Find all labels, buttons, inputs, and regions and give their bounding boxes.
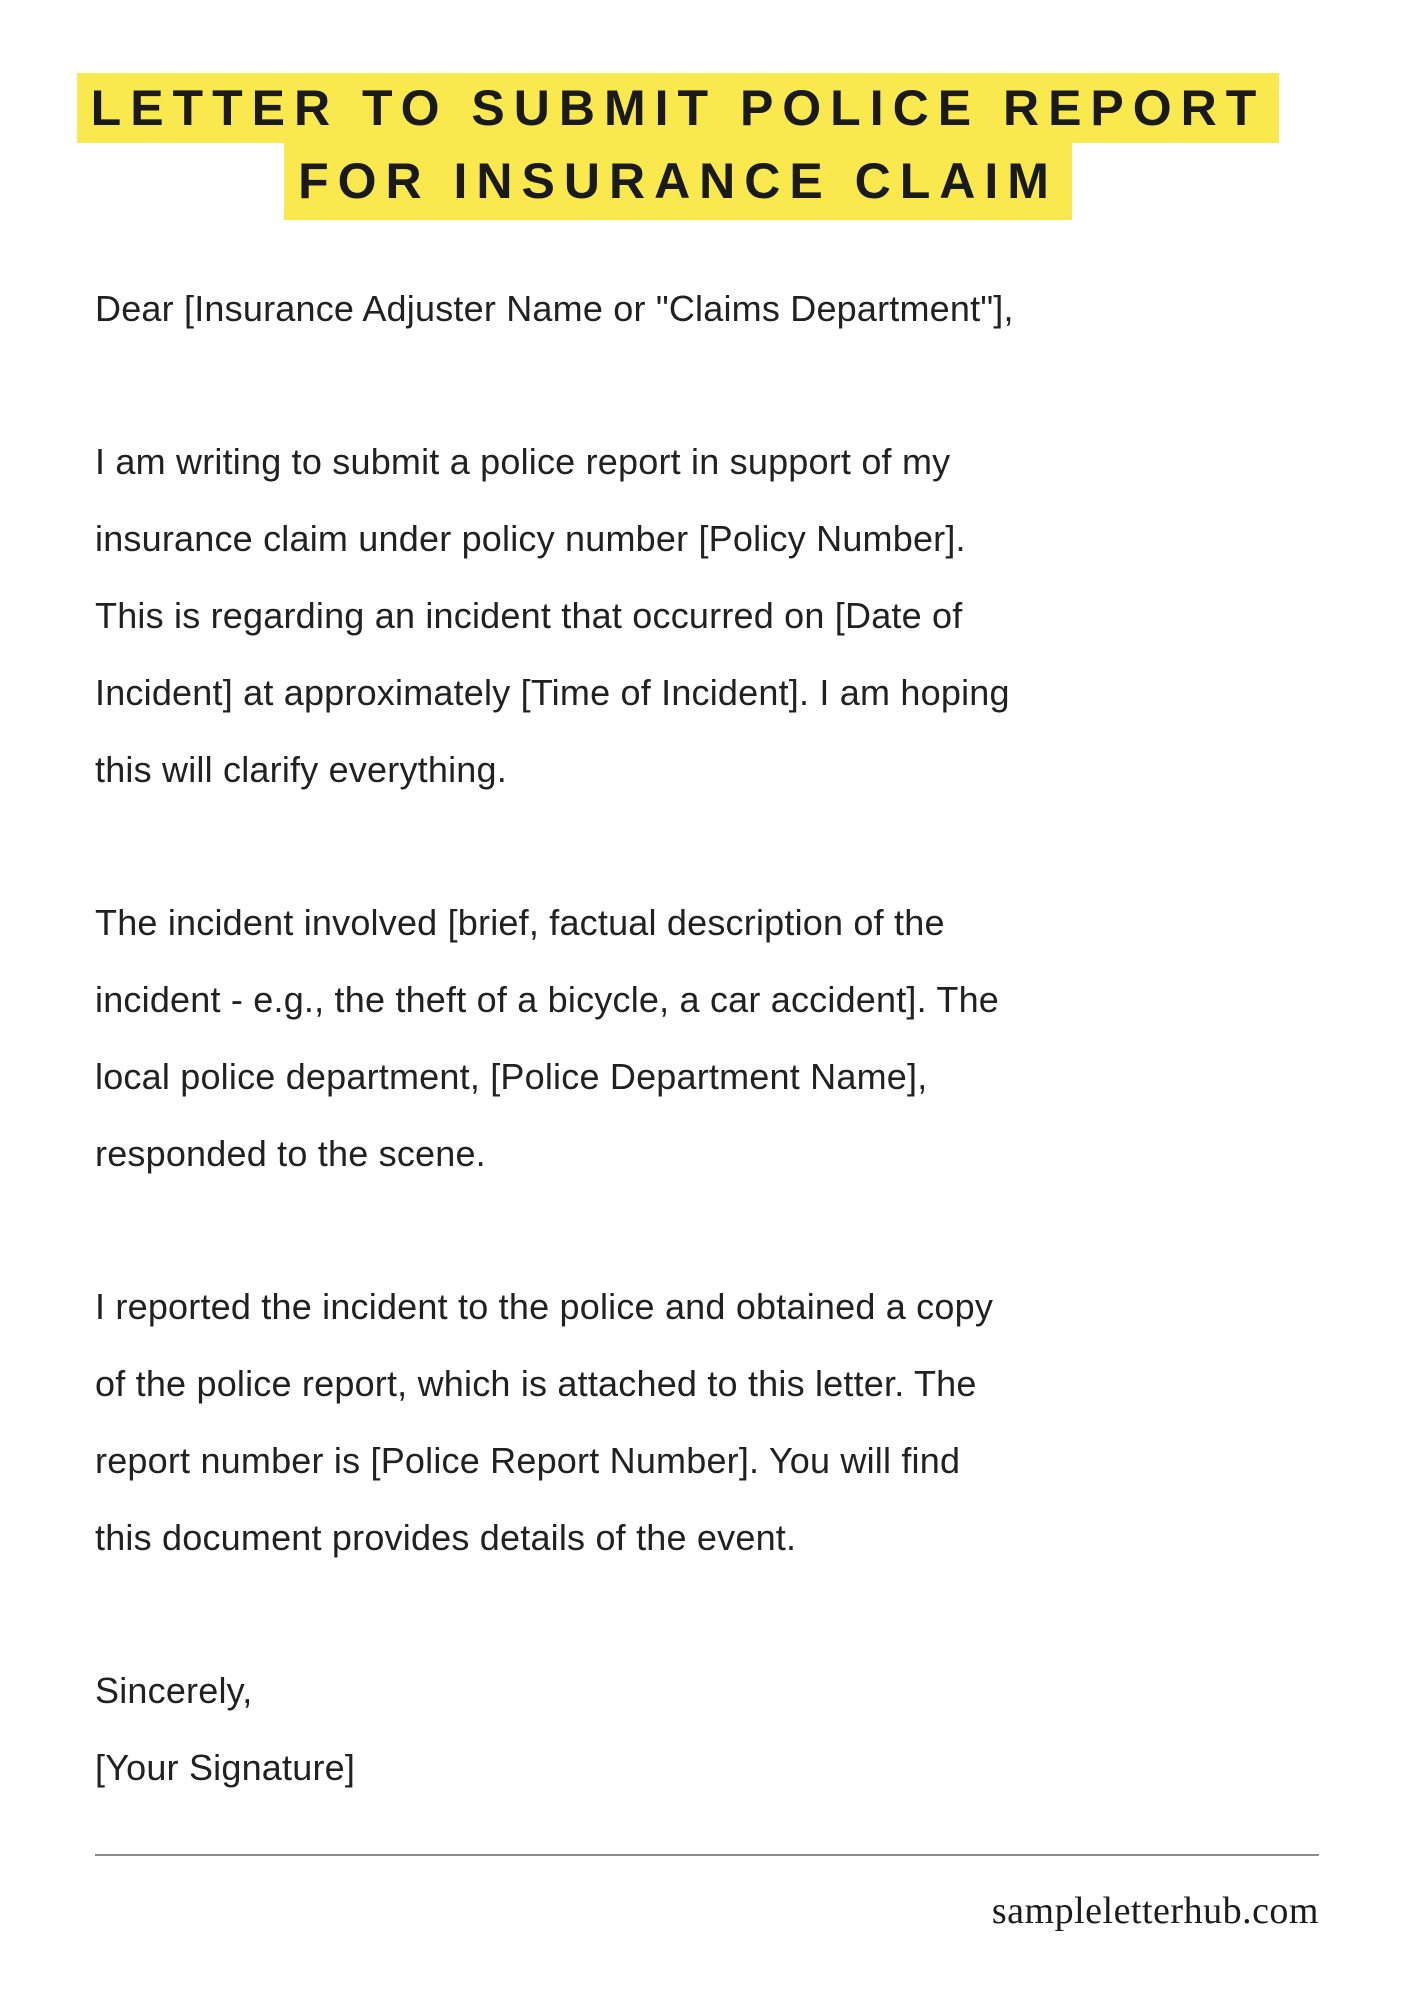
title-row-2 (66, 143, 1290, 220)
paragraph-1: I am writing to submit a police report in support of my insurance claim under policy number [Policy Number]. This is regarding an incident that occurred on [Date of Incident] at approximately [Time of Incident]. I am hoping this will clarify everything. (95, 441, 1010, 790)
title-line-1: LETTER TO SUBMIT POLICE REPORT (77, 73, 1280, 143)
website-name: sampleletterhub.com (991, 1890, 1319, 1932)
paragraph-2: The incident involved [brief, factual description of the incident - e.g., the theft of a bicycle, a car accident]. The local police department, [Police Department Name], responded to the scene. (95, 902, 1000, 1174)
title-line-2: FOR INSURANCE CLAIM (284, 143, 1072, 220)
document-title (66, 73, 1290, 220)
page-footer (95, 1854, 1319, 1934)
salutation: Dear [Insurance Adjuster Name or "Claims Department"], (95, 288, 1014, 329)
title-row-1 (66, 73, 1290, 143)
footer-divider (95, 1854, 1319, 1856)
closing-signature: Sincerely, [Your Signature] (95, 1670, 356, 1788)
paragraph-3: I reported the incident to the police and obtained a copy of the police report, which is attached to this letter. The report number is [Police Report Number]. You will find this document provides details of the event. (95, 1286, 994, 1558)
letter-body (95, 270, 1319, 1806)
